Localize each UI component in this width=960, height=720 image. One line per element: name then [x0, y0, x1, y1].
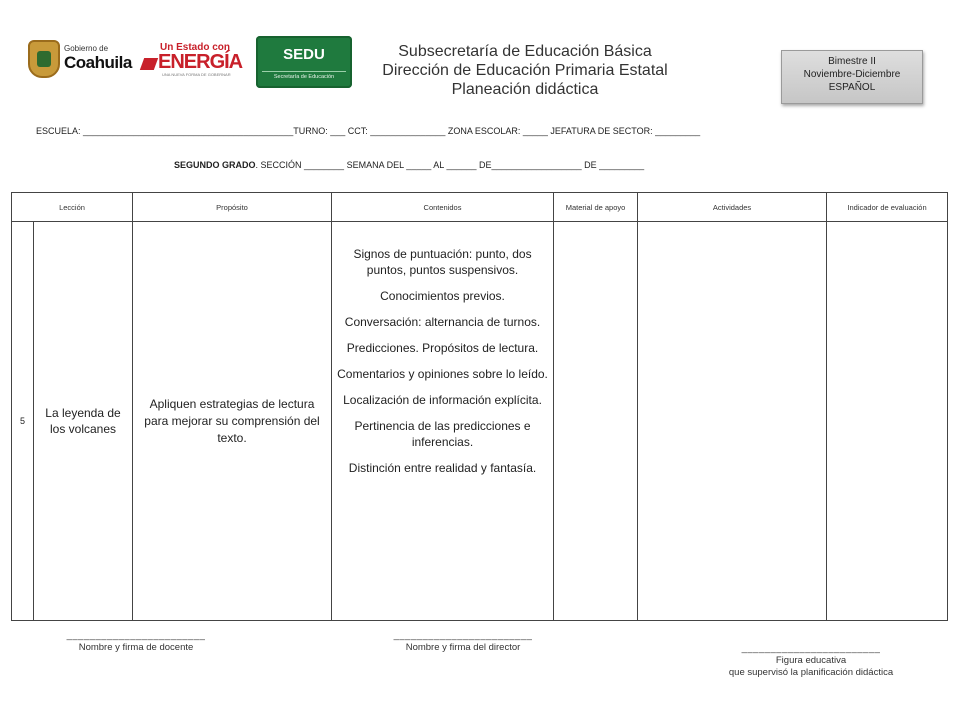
- coahuila-shield-icon: [28, 40, 60, 78]
- header-title-direccion: Dirección de Educación Primaria Estatal: [382, 62, 668, 79]
- table-row: [12, 222, 948, 621]
- signature-line: ________________________: [741, 643, 881, 654]
- estado-con-energia-logo: [140, 42, 243, 80]
- header-leccion: Lección: [12, 193, 133, 222]
- signature-docente-label: Nombre y firma de docente: [78, 642, 194, 653]
- lesson-purpose: Apliquen estrategias de lectura para mejorar su comprensión del texto.: [133, 222, 332, 621]
- header-material: Material de apoyo: [554, 193, 638, 222]
- gobierno-coahuila-logo: [28, 40, 136, 80]
- evaluation-cell: [827, 222, 948, 621]
- content-item: Signos de puntuación: punto, dos puntos, puntos suspensivos.: [353, 247, 532, 277]
- lesson-contents: [332, 222, 554, 621]
- signature-figura-label: Figura educativa: [775, 655, 847, 666]
- energia-logo-sub-text: UNA NUEVA FORMA DE GOBERNAR: [162, 72, 231, 77]
- content-item: Pertinencia de las predicciones e inferencias.: [354, 419, 531, 449]
- sedu-logo-title: SEDU: [283, 46, 325, 63]
- coahuila-logo-text: Coahuila: [64, 53, 132, 72]
- grade-label: SEGUNDO GRADO: [174, 160, 256, 170]
- content-item: Predicciones. Propósitos de lectura.: [346, 341, 539, 355]
- signature-line: ________________________: [66, 630, 206, 641]
- energia-logo-top-text: Un Estado con: [160, 42, 231, 53]
- grade-info-line: [174, 160, 644, 170]
- bimestre-months: Noviembre-Diciembre: [803, 69, 901, 80]
- content-item: Localización de información explícita.: [343, 393, 542, 407]
- header-title-planeacion: Planeación didáctica: [451, 81, 599, 98]
- lesson-number: 5: [12, 222, 34, 621]
- sedu-logo: [256, 36, 352, 88]
- energia-mark-icon: [140, 58, 158, 70]
- bimestre-subject: ESPAÑOL: [828, 82, 876, 93]
- header-actividades: Actividades: [638, 193, 827, 222]
- signature-line: ________________________: [393, 630, 533, 641]
- bimestre-box: [781, 50, 923, 104]
- sedu-logo-subtitle: Secretaría de Educación: [262, 71, 346, 80]
- planning-table: [11, 192, 948, 621]
- activities-cell: [638, 222, 827, 621]
- lesson-title: La leyenda de los volcanes: [34, 222, 133, 621]
- header-title-subsecretaria: Subsecretaría de Educación Básica: [398, 43, 652, 60]
- bimestre-label: Bimestre II: [828, 56, 876, 67]
- energia-logo-text: ENERGÍA: [158, 51, 243, 73]
- table-header-row: [12, 193, 948, 222]
- coahuila-logo-small-text: Gobierno de: [64, 44, 109, 53]
- header-contenidos: Contenidos: [332, 193, 554, 222]
- signature-director-label: Nombre y firma del director: [405, 642, 521, 653]
- signature-figura-educativa: [696, 643, 926, 679]
- header-proposito: Propósito: [133, 193, 332, 222]
- material-cell: [554, 222, 638, 621]
- section-week-fields: . SECCIÓN ________ SEMANA DEL _____ AL ______ DE__________________ DE _________: [255, 160, 645, 170]
- document-header: [340, 42, 710, 99]
- signature-docente: [56, 630, 216, 654]
- school-info-line: ESCUELA: __________________________________________TURNO: ___ CCT: _______________ ZONA ESCOLAR: _____ JEFATURA DE SECTOR: _________: [36, 126, 701, 136]
- content-item: Comentarios y opiniones sobre lo leído.: [337, 367, 548, 381]
- signature-figura-sublabel: que supervisó la planificación didáctica: [728, 667, 894, 678]
- header-indicador: Indicador de evaluación: [827, 193, 948, 222]
- signature-director: [380, 630, 546, 654]
- content-item: Conocimientos previos.: [380, 289, 505, 303]
- content-item: Conversación: alternancia de turnos.: [344, 315, 541, 329]
- content-item: Distinción entre realidad y fantasía.: [348, 461, 537, 475]
